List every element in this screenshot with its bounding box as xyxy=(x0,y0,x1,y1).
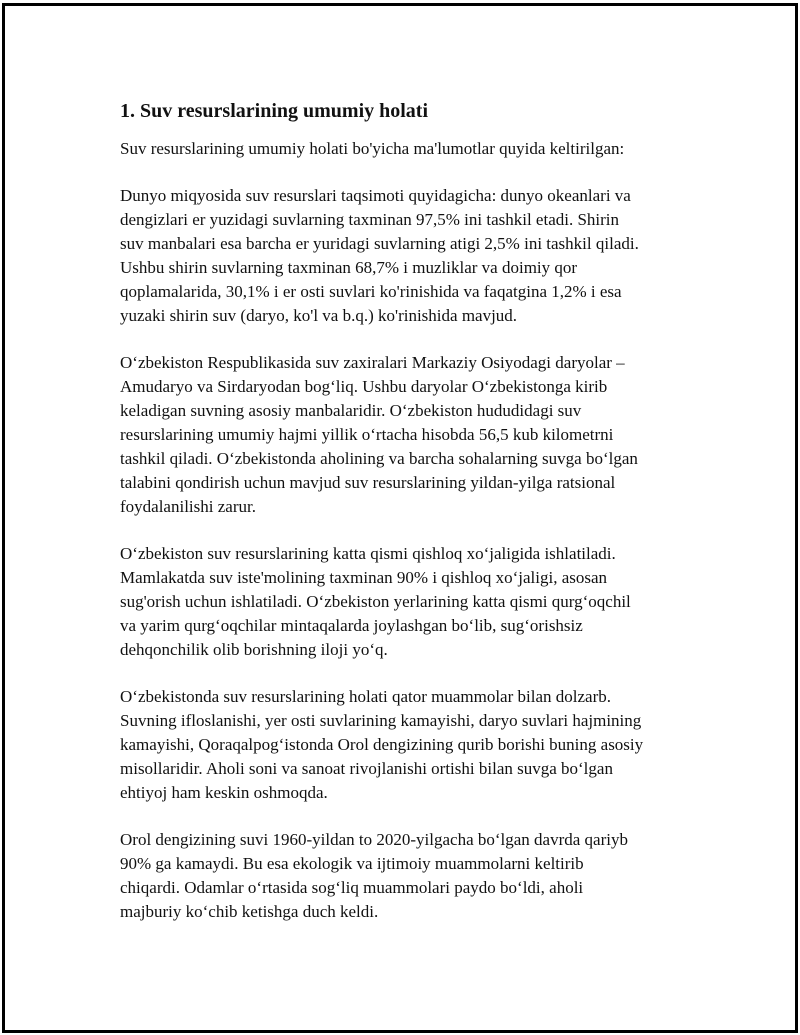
paragraph-line: sug'orish uchun ishlatiladi. O‘zbekiston yerlarining katta qismi qurg‘oqchil xyxy=(120,592,631,611)
paragraph-line: tashkil qiladi. O‘zbekistonda aholining va barcha sohalarning suvga bo‘lgan xyxy=(120,449,638,468)
paragraph-world-water xyxy=(120,184,685,328)
paragraph-line: ehtiyoj ham keskin oshmoqda. xyxy=(120,783,328,802)
paragraph-line: Dunyo miqyosida suv resurslari taqsimoti quyidagicha: dunyo okeanlari va xyxy=(120,186,631,205)
paragraph-line: resurslarining umumiy hajmi yillik o‘rtacha hisobda 56,5 kub kilometrni xyxy=(120,425,614,444)
paragraph-line: Orol dengizining suvi 1960-yildan to 2020-yilgacha bo‘lgan davrda qariyb xyxy=(120,830,628,849)
paragraph-line: yuzaki shirin suv (daryo, ko'l va b.q.) ko'rinishida mavjud. xyxy=(120,306,518,325)
paragraph-line: Mamlakatda suv iste'molining taxminan 90% i qishloq xo‘jaligi, asosan xyxy=(120,568,608,587)
paragraph-line: Amudaryo va Sirdaryodan bog‘liq. Ushbu daryolar O‘zbekistonga kirib xyxy=(120,377,608,396)
paragraph-line: O‘zbekistonda suv resurslarining holati qator muammolar bilan dolzarb. xyxy=(120,687,611,706)
paragraph-line: Suvning ifloslanishi, yer osti suvlarining kamayishi, daryo suvlari hajmining xyxy=(120,711,642,730)
paragraph-line: qoplamalarida, 30,1% i er osti suvlari ko'rinishida va faqatgina 1,2% i esa xyxy=(120,282,622,301)
paragraph-line: va yarim qurg‘oqchilar mintaqalarda joylashgan bo‘lib, sug‘orishsiz xyxy=(120,616,583,635)
paragraph-line: misollaridir. Aholi soni va sanoat rivojlanishi ortishi bilan suvga bo‘lgan xyxy=(120,759,613,778)
paragraph-line: majburiy ko‘chib ketishga duch keldi. xyxy=(120,902,379,921)
paragraph-line: suv manbalari esa barcha er yuridagi suvlarning atigi 2,5% ini tashkil qiladi. xyxy=(120,234,639,253)
paragraph-line: keladigan suvning asosiy manbalaridir. O‘zbekiston hududidagi suv xyxy=(120,401,582,420)
paragraph-line: O‘zbekiston Respublikasida suv zaxiralari Markaziy Osiyodagi daryolar – xyxy=(120,353,625,372)
paragraph-line: chiqardi. Odamlar o‘rtasida sog‘liq muammolari paydo bo‘ldi, aholi xyxy=(120,878,584,897)
page-frame xyxy=(2,3,798,1033)
document-body xyxy=(120,98,685,947)
paragraph-line: dengizlari er yuzidagi suvlarning taxminan 97,5% ini tashkil etadi. Shirin xyxy=(120,210,620,229)
paragraph-line: dehqonchilik olib borishning iloji yo‘q. xyxy=(120,640,388,659)
paragraph-problems xyxy=(120,685,685,805)
paragraph-line: talabini qondirish uchun mavjud suv resurslarining yildan-yilga ratsional xyxy=(120,473,616,492)
paragraph-line: kamayishi, Qoraqalpog‘istonda Orol dengizining qurib borishi buning asosiy xyxy=(120,735,644,754)
paragraph-line: O‘zbekiston suv resurslarining katta qismi qishloq xo‘jaligida ishlatiladi. xyxy=(120,544,616,563)
paragraph-line: Ushbu shirin suvlarning taxminan 68,7% i muzliklar va doimiy qor xyxy=(120,258,578,277)
section-heading: 1. Suv resurslarining umumiy holati xyxy=(120,100,429,122)
paragraph-line: foydalanilishi zarur. xyxy=(120,497,256,516)
intro-text: Suv resurslarining umumiy holati bo'yicha ma'lumotlar quyida keltirilgan: xyxy=(120,139,625,158)
paragraph-aral-sea xyxy=(120,828,685,924)
paragraph-uzbekistan-reserves xyxy=(120,351,685,519)
paragraph-agriculture xyxy=(120,542,685,662)
paragraph-line: 90% ga kamaydi. Bu esa ekologik va ijtimoiy muammolarni keltirib xyxy=(120,854,584,873)
